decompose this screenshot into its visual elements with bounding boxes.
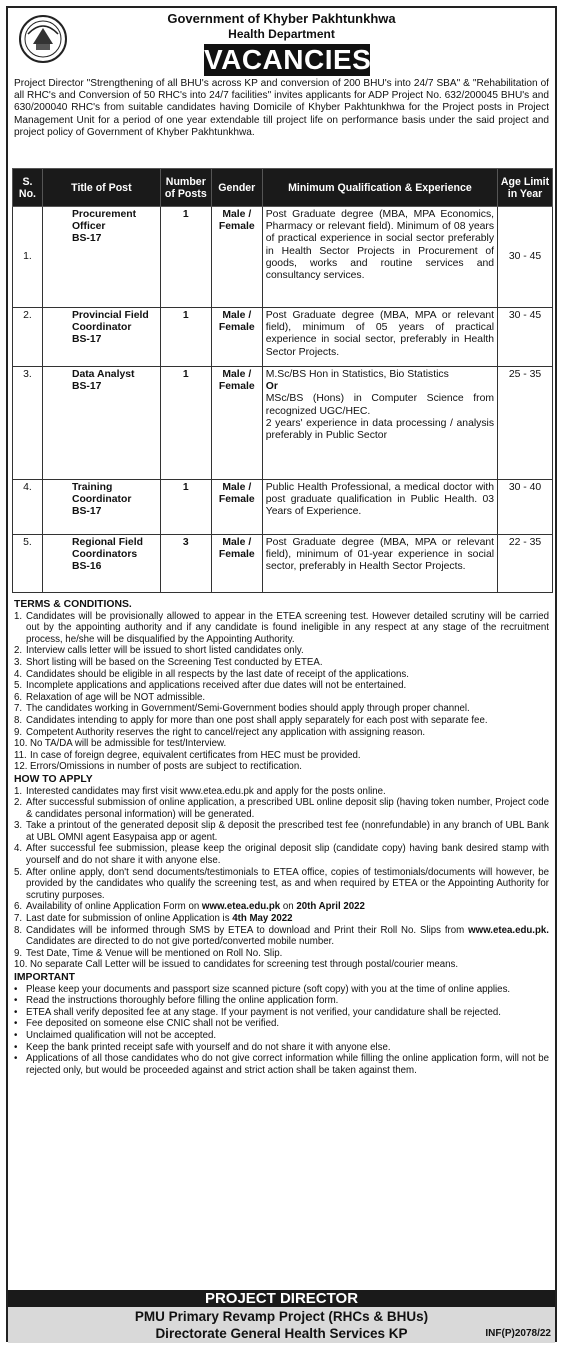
- row-sno: 3.: [13, 367, 43, 480]
- row-qualification: Post Graduate degree (MBA, MPA Economics, Pharmacy or relevant field). Minimum of 08 years of practical experience in social sector preferably in Health Sector Projects in Procurement of goods, works and routine services and consultancy services.: [262, 207, 497, 308]
- list-item: 2. Interview calls letter will be issued to short listed candidates only.: [14, 645, 304, 657]
- list-item: 9. Test Date, Time & Venue will be mentioned on Roll No. Slip.: [14, 947, 283, 959]
- header-gender: Gender: [211, 169, 262, 207]
- header-age: Age Limit in Year: [498, 169, 553, 207]
- row-sno: 2.: [13, 308, 43, 367]
- terms-section: [14, 598, 549, 1076]
- post-grade: BS-17: [71, 506, 102, 518]
- list-item: 10. No separate Call Letter will be issued to candidates for screening test through postal/courier means.: [14, 959, 459, 971]
- how-to-apply-heading: HOW TO APPLY: [14, 773, 93, 785]
- qualification-option-b: MSc/BS (Hons) in Computer Science from recognized UGC/HEC.: [265, 393, 495, 417]
- header-sno: S. No.: [13, 169, 43, 207]
- row-post: [42, 207, 160, 308]
- qualification-or: Or: [265, 381, 278, 393]
- footer-address: [8, 1307, 555, 1343]
- footer-line-1: PMU Primary Revamp Project (RHCs & BHUs): [134, 1309, 429, 1324]
- list-item: 3. Take a printout of the generated deposit slip & deposit the prescribed test fee (nonrefundable) in any branch of UBL Bank at UBL OMNI agent Easypaisa app or agent.: [14, 820, 549, 843]
- header: [8, 8, 555, 78]
- list-item: 10. No TA/DA will be admissible for test/Interview.: [14, 738, 227, 750]
- row-number: 1: [160, 480, 211, 535]
- list-item: 1. Interested candidates may first visit www.etea.edu.pk and apply for the posts online.: [14, 785, 386, 797]
- vacancies-banner: VACANCIES: [204, 44, 372, 75]
- row-number: 1: [160, 367, 211, 480]
- list-item: 3. Short listing will be based on the Screening Test conducted by ETEA.: [14, 656, 323, 668]
- list-item: 12. Errors/Omissions in number of posts are subject to rectification.: [14, 761, 302, 773]
- table-row: [13, 367, 553, 480]
- list-item: • ETEA shall verify deposited fee at any stage. If your payment is not verified, your candidature shall be rejected.: [14, 1006, 501, 1018]
- row-sno: 4.: [13, 480, 43, 535]
- row-qualification: Public Health Professional, a medical doctor with post graduate qualification in Public Health. 03 Years of Experience.: [262, 480, 497, 535]
- header-number: Number of Posts: [160, 169, 211, 207]
- advertisement-page: [6, 6, 557, 1342]
- intro-paragraph: Project Director "Strengthening of all BHU's across KP and conversion of 200 BHU's into 24/7 SBA" & "Rehabilitation of all RHC's and Conversion of 50 RHC's into 24/7 facilities" invites applicants for ADP Project No. 632/200045 BHU's and 630/200040 RHC's from suitable candidates having Domicile of Khyber Pakhtunkhwa for the Project posts in Project Management Unit for a period of one year extendable till project life on performance basis under the said project and project policy of Government of Khyber Pakhtunkhwa.: [14, 78, 549, 138]
- list-item: 6. Availability of online Application Form on www.etea.edu.pk on 20th April 2022: [14, 901, 365, 913]
- post-grade: BS-17: [71, 381, 102, 393]
- row-age: 22 - 35: [498, 535, 553, 593]
- row-number: 1: [160, 207, 211, 308]
- row-sno: 5.: [13, 535, 43, 593]
- list-item: 1. Candidates will be provisionally allowed to appear in the ETEA screening test. However detailed scrutiny will be carried out by the appointing authority and if any candidate is found ineligible in any respect at any stage of the recruitment process, he/she will be disqualified by the Appointing Authority.: [14, 610, 549, 645]
- list-item: 8. Candidates intending to apply for more than one post shall apply separately for each post with separate fee.: [14, 714, 488, 726]
- list-item: 7. Last date for submission of online Application is 4th May 2022: [14, 913, 293, 925]
- important-heading: IMPORTANT: [14, 972, 75, 983]
- post-grade: BS-16: [71, 561, 102, 573]
- row-qualification: Post Graduate degree (MBA, MPA or relevant field), minimum of 01-year experience in social sector, preferably in Health Sector Projects.: [262, 535, 497, 593]
- list-item: • Read the instructions thoroughly before filling the online application form.: [14, 995, 339, 1007]
- row-gender: Male / Female: [211, 367, 262, 480]
- post-grade: BS-17: [71, 334, 102, 346]
- vacancies-table: [12, 168, 553, 593]
- department-title: Health Department: [228, 27, 335, 41]
- terms-heading: TERMS & CONDITIONS.: [14, 599, 132, 610]
- table-header-row: [13, 169, 553, 207]
- list-item: 11. In case of foreign degree, equivalent certificates from HEC must be provided.: [14, 749, 361, 761]
- list-item: 7. The candidates working in Government/Semi-Government bodies should apply through proper channel.: [14, 703, 470, 715]
- post-grade: BS-17: [71, 233, 102, 245]
- table-row: [13, 535, 553, 593]
- list-item: 4. Candidates should be eligible in all respects by the last date of receipt of the applications.: [14, 668, 409, 680]
- government-title: Government of Khyber Pakhtunkhwa: [167, 11, 396, 26]
- table-row: [13, 308, 553, 367]
- list-item: 5. After online apply, don't send documents/testimonials to ETEA office, copies of testimonials/documents will however, be provided by the candidates who qualify the screening test, as and when required by ETEA or the Appointing Authority for scrutiny purposes.: [14, 866, 549, 901]
- row-post: [42, 535, 160, 593]
- list-item: 8. Candidates will be informed through SMS by ETEA to download and Print their Roll No. Slips from www.etea.edu.pk. Candidates are directed to do not give ported/converted mobile number.: [14, 924, 549, 948]
- qualification-experience: 2 years' experience in data processing / analysis preferably in Public Sector: [265, 417, 495, 442]
- list-item: 9. Competent Authority reserves the right to cancel/reject any application with assigning reason.: [14, 726, 426, 738]
- post-title: Training Coordinator: [71, 482, 132, 506]
- project-director-banner: PROJECT DIRECTOR: [8, 1290, 555, 1307]
- etea-link[interactable]: www.etea.edu.pk.: [468, 924, 549, 936]
- post-title: Procurement Officer: [71, 209, 137, 233]
- list-item: 2. After successful submission of online application, a prescribed UBL online deposit slip (having token number, Project code & candidates personal information) will be generated.: [14, 797, 549, 820]
- list-item: 6. Relaxation of age will be NOT admissible.: [14, 691, 206, 703]
- row-post: [42, 367, 160, 480]
- row-post: [42, 480, 160, 535]
- list-item: • Keep the bank printed receipt safe with yourself and do not share it with anyone else.: [14, 1041, 391, 1053]
- list-item: 5. Incomplete applications and applications received after due dates will not be entertained.: [14, 680, 407, 692]
- table-row: [13, 207, 553, 308]
- header-title: Title of Post: [42, 169, 160, 207]
- row-age: 30 - 40: [498, 480, 553, 535]
- list-item: • Unclaimed qualification will not be accepted.: [14, 1029, 217, 1041]
- row-sno: 1.: [13, 207, 43, 308]
- row-gender: Male / Female: [211, 207, 262, 308]
- row-age: 30 - 45: [498, 308, 553, 367]
- header-qualification: Minimum Qualification & Experience: [262, 169, 497, 207]
- table-row: [13, 480, 553, 535]
- row-post: [42, 308, 160, 367]
- list-item: • Applications of all those candidates who do not give correct information while filling the online application form, will not be rejected only, but would be proceeded against and strict action shall be taken against them.: [14, 1053, 549, 1076]
- row-qualification: [262, 367, 497, 480]
- footer-line-2: Directorate General Health Services KP: [155, 1326, 408, 1341]
- etea-link[interactable]: www.etea.edu.pk: [201, 901, 281, 913]
- row-qualification: Post Graduate degree (MBA, MPA or relevant field), minimum of 05 years of practical experience in social sector, preferably in Health Sector Projects.: [262, 308, 497, 367]
- post-title: Regional Field Coordinators: [71, 537, 143, 561]
- post-title: Data Analyst: [71, 369, 135, 380]
- reference-number: INF(P)2078/22: [485, 1328, 551, 1339]
- row-gender: Male / Female: [211, 535, 262, 593]
- post-title: Provincial Field Coordinator: [71, 310, 149, 334]
- row-age: 25 - 35: [498, 367, 553, 480]
- row-gender: Male / Female: [211, 480, 262, 535]
- qualification-option-a: M.Sc/BS Hon in Statistics, Bio Statistics: [265, 369, 449, 380]
- row-gender: Male / Female: [211, 308, 262, 367]
- row-number: 3: [160, 535, 211, 593]
- list-item: 4. After successful fee submission, please keep the original deposit slip (candidate copy) having bank desired stamp with yourself and do not share it with anyone else.: [14, 843, 549, 867]
- row-number: 1: [160, 308, 211, 367]
- list-item: • Please keep your documents and passport size scanned picture (soft copy) with you at the time of online applies.: [14, 983, 511, 995]
- list-item: • Fee deposited on someone else CNIC shall not be verified.: [14, 1018, 280, 1030]
- row-age: 30 - 45: [498, 207, 553, 308]
